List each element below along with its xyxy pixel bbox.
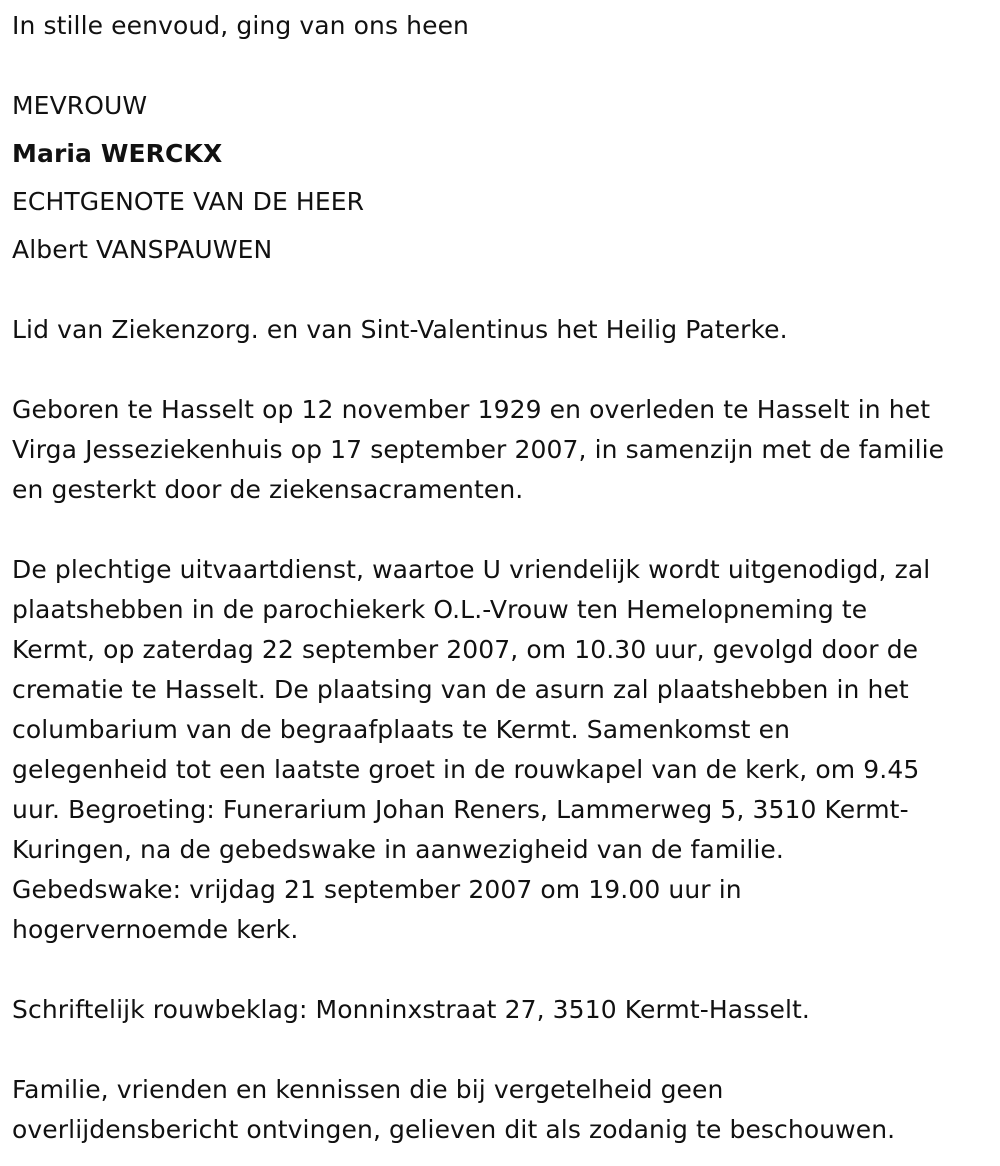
birth-death-line: Geboren te Hasselt op 12 november 1929 en overleden te Hasselt in het — [12, 395, 931, 424]
ceremony-line: Kermt, op zaterdag 22 september 2007, om 10.30 uur, gevolgd door de — [12, 635, 919, 664]
membership-line: Lid van Ziekenzorg. en van Sint-Valentinus het Heilig Paterke. — [12, 315, 788, 344]
relation-line: ECHTGENOTE VAN DE HEER — [12, 187, 365, 216]
ceremony-line: Kuringen, na de gebedswake in aanwezigheid van de familie. — [12, 835, 784, 864]
ceremony-line: Gebedswake: vrijdag 21 september 2007 om 19.00 uur in — [12, 875, 742, 904]
closing-line: overlijdensbericht ontvingen, gelieven dit als zodanig te beschouwen. — [12, 1115, 896, 1144]
spouse-name: Albert VANSPAUWEN — [12, 235, 273, 264]
intro-line: In stille eenvoud, ging van ons heen — [12, 11, 470, 40]
ceremony-line: hogervernoemde kerk. — [12, 915, 299, 944]
ceremony-line: gelegenheid tot een laatste groet in de rouwkapel van de kerk, om 9.45 — [12, 755, 920, 784]
birth-death-line: en gesterkt door de ziekensacramenten. — [12, 475, 524, 504]
closing-line: Familie, vrienden en kennissen die bij vergetelheid geen — [12, 1075, 724, 1104]
ceremony-line: columbarium van de begraafplaats te Kermt. Samenkomst en — [12, 715, 791, 744]
ceremony-line: plaatshebben in de parochiekerk O.L.-Vrouw ten Hemelopneming te — [12, 595, 868, 624]
ceremony-line: De plechtige uitvaartdienst, waartoe U vriendelijk wordt uitgenodigd, zal — [12, 555, 931, 584]
ceremony-line: uur. Begroeting: Funerarium Johan Reners, Lammerweg 5, 3510 Kermt- — [12, 795, 909, 824]
condolence-line: Schriftelijk rouwbeklag: Monninxstraat 27, 3510 Kermt-Hasselt. — [12, 995, 810, 1024]
title-line: MEVROUW — [12, 91, 148, 120]
deceased-name: Maria WERCKX — [12, 139, 223, 168]
birth-death-line: Virga Jesseziekenhuis op 17 september 2007, in samenzijn met de familie — [12, 435, 945, 464]
ceremony-line: crematie te Hasselt. De plaatsing van de asurn zal plaatshebben in het — [12, 675, 909, 704]
